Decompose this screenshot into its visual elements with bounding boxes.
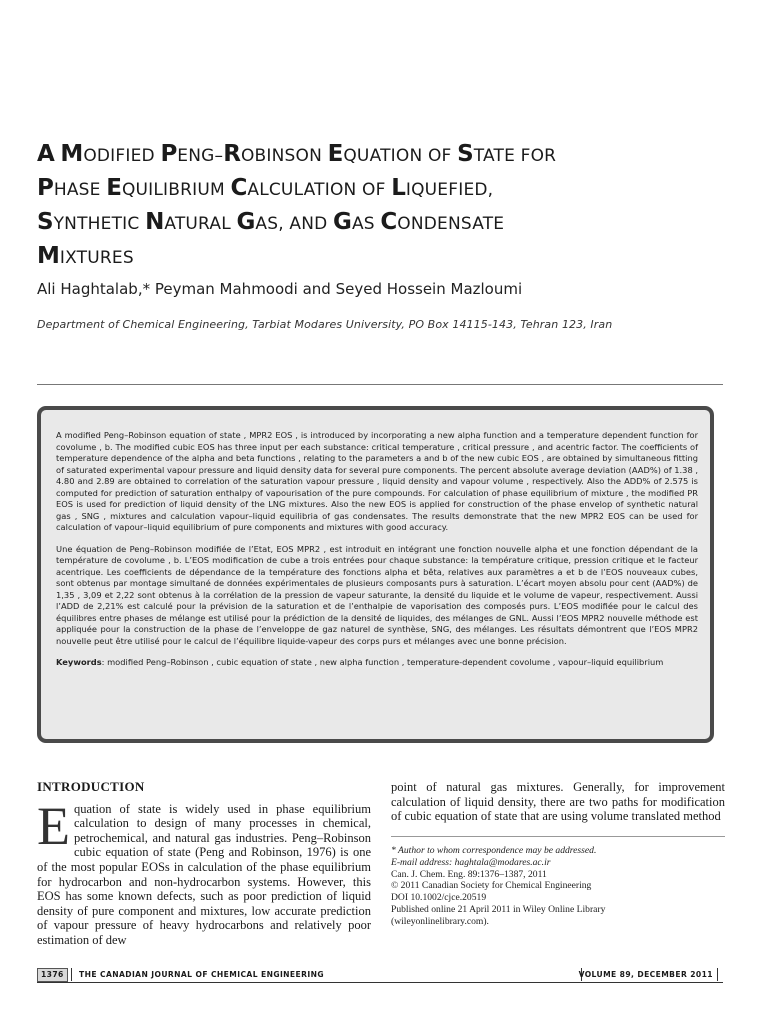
- title-capital: A: [37, 141, 55, 167]
- title-smallcaps: IXTURES: [59, 248, 134, 268]
- footnotes: [391, 845, 725, 928]
- title-capital: M: [37, 243, 60, 269]
- title-line: [37, 206, 737, 240]
- left-column: [37, 780, 371, 948]
- title-capital: P: [37, 175, 54, 201]
- title-line: [37, 138, 737, 172]
- title-smallcaps: AS, AND: [255, 214, 334, 234]
- title-capital: C: [380, 209, 398, 235]
- footer-rule: [37, 982, 723, 983]
- title-capital: S: [37, 209, 54, 235]
- title-capital: E: [106, 175, 122, 201]
- title-smallcaps: QUILIBRIUM: [121, 180, 231, 200]
- title-smallcaps: YNTHETIC: [53, 214, 146, 234]
- intro-paragraph: [37, 795, 371, 948]
- page-number: 1376: [37, 968, 68, 982]
- intro-continuation: point of natural gas mixtures. Generally, for improvement calculation of liquid density, there are two paths for modification of cubic equation of state that are using volume translated method: [391, 780, 725, 824]
- article-title: [37, 138, 737, 274]
- affiliation: Department of Chemical Engineering, Tarbiat Modares University, PO Box 14115-143, Tehran 123, Iran: [37, 318, 613, 331]
- journal-name: THE CANADIAN JOURNAL OF CHEMICAL ENGINEERING: [79, 970, 324, 979]
- intro-text: quation of state is widely used in phase equilibrium calculation to design of many processes in chemical, petrochemical, and natural gas industries. Peng–Robinson cubic equation of state (Peng and Robinson, 1976) is one of the most popular EOSs in calculation of the phase equilibrium for hydrocarbon and non-hydrocarbon systems. However, this EOS has some known defects, such as poor prediction of liquid density of pure component and mixtures, low accurate prediction of vapour pressure of heavy hydrocarbons and relatively poor estimation of dew: [37, 801, 371, 947]
- title-smallcaps: ENG–: [177, 146, 224, 166]
- abstract-box: [37, 406, 714, 743]
- volume-info: VOLUME 89, DECEMBER 2011: [578, 970, 713, 979]
- title-capital: N: [145, 209, 165, 235]
- footnote-library: (wileyonlinelibrary.com).: [391, 915, 489, 927]
- title-line: [37, 172, 737, 206]
- right-column: [391, 780, 725, 824]
- title-capital: M: [60, 141, 84, 167]
- footnote-email: E-mail address: haghtala@modares.ac.ir: [391, 856, 551, 868]
- title-line: [37, 240, 737, 274]
- author-list: Ali Haghtalab,* Peyman Mahmoodi and Seyed Hossein Mazloumi: [37, 280, 523, 298]
- page-footer: [37, 968, 723, 982]
- title-smallcaps: OBINSON: [240, 146, 328, 166]
- title-smallcaps: ALCULATION OF: [247, 180, 392, 200]
- abstract-french: Une équation de Peng–Robinson modifiée de l’Etat, EOS MPR2 , est introduit en intégrant une fonction nouvelle alpha et une fonction dépendant de la température de covolume , b. L’EOS modification de cube a trois entrées pour chaque substance: la température critique, pression critique et le facteur acentrique. Les coefficients de dépendance de la température des fonctions alpha et bêta, relatives aux paramètres a et b de l’EOS nouveaux cubes, sont obtenus par montage simultané de données expérimentales de plusieurs composants purs à saturation. L’écart moyen absolu pour cent (AAD%) de 1,35 , 3,09 et 2,22 sont obtenus à la corrélation de la pression de vapeur saturante, la densité du liquide et le volume de vapeur, respectivement. Aussi l’ADD de 2,21% est calculé pour la prévision de la saturation et de l’enthalpie de vaporisation des composés purs. L’EOS modifiée pour le calcul des équilibres entre phases de mélange est utilisé pour la prédiction de la densité de liquides, des mélanges de GNL. Aussi l’EOS MPR2 nouvelle méthode est appliquée pour la construction de la phase de l’enveloppe de gaz naturel de synthèse, SNG, des mélanges. Les résultats démontrent que l’EOS MPR2 nouvelle peut être utilisé pour le calcul de l’équilibre liquide-vapeur des corps purs et mélanges avec une bonne précision.: [56, 543, 698, 646]
- title-capital: R: [223, 141, 241, 167]
- title-smallcaps: ATURAL: [164, 214, 237, 234]
- title-smallcaps: HASE: [53, 180, 107, 200]
- title-smallcaps: ODIFIED: [83, 146, 161, 166]
- title-capital: G: [236, 209, 256, 235]
- footnote-doi: DOI 10.1002/cjce.20519: [391, 892, 487, 904]
- footer-divider: [717, 968, 718, 981]
- drop-cap: E: [37, 795, 70, 856]
- header-rule: [37, 384, 723, 385]
- title-capital: L: [391, 175, 406, 201]
- footnote-rule: [391, 836, 725, 837]
- footnote-published: Published online 21 April 2011 in Wiley Online Library: [391, 903, 606, 915]
- footnote-citation: Can. J. Chem. Eng. 89:1376–1387, 2011: [391, 868, 547, 880]
- title-smallcaps: AS: [351, 214, 381, 234]
- title-capital: G: [333, 209, 352, 235]
- footnote-copyright: © 2011 Canadian Society for Chemical Engineering: [391, 880, 592, 892]
- keywords-label: Keywords: [56, 657, 102, 667]
- title-smallcaps: ONDENSATE: [397, 214, 505, 234]
- title-smallcaps: TATE FOR: [473, 146, 557, 166]
- footnote-correspondence: * Author to whom correspondence may be addressed.: [391, 845, 597, 856]
- section-heading-introduction: INTRODUCTION: [37, 779, 145, 794]
- title-capital: P: [160, 141, 178, 167]
- title-smallcaps: IQUEFIED,: [405, 180, 494, 200]
- title-smallcaps: QUATION OF: [343, 146, 458, 166]
- footer-divider: [71, 968, 72, 981]
- title-capital: E: [327, 141, 344, 167]
- abstract-english: A modified Peng–Robinson equation of state , MPR2 EOS , is introduced by incorporating a new alpha function and a temperature dependent function for covolume , b. The modified cubic EOS has three input per each substance: critical temperature , critical pressure , and acentric factor. The coefficients of temperature dependence of the alpha and beta functions , relating to the parameters a and b of the new cubic EOS , are obtained by simultaneous fitting of saturated experimental vapour pressure and liquid density data for several pure components. The percent absolute average deviation (AAD%) of 1.38 , 4.80 and 2.89 are obtained to correlation of the saturation vapour pressure , liquid density and vapour volume , respectively. Also the ADD% of 2.575 is computed for prediction of saturation enthalpy of vapourisation of the pure compounds. For calculation of phase equilibrium of mixture , the modified PR EOS is used for prediction of liquid density of the LNG mixtures. Also the new EOS is applied for construction of the phase envelop of synthetic natural gas , SNG , mixtures and calculation vapour–liquid equilibria of gas condensates. The results demonstrate that the new MPR2 EOS can be used for calculation of vapour–liquid equilibrium of pure components and mixtures with good accuracy.: [56, 430, 698, 532]
- keywords: [56, 657, 698, 669]
- title-capital: S: [457, 141, 474, 167]
- title-capital: C: [230, 175, 248, 201]
- keywords-list: : modified Peng–Robinson , cubic equation of state , new alpha function , temperature-dependent covolume , vapour–liquid equilibrium: [101, 657, 664, 667]
